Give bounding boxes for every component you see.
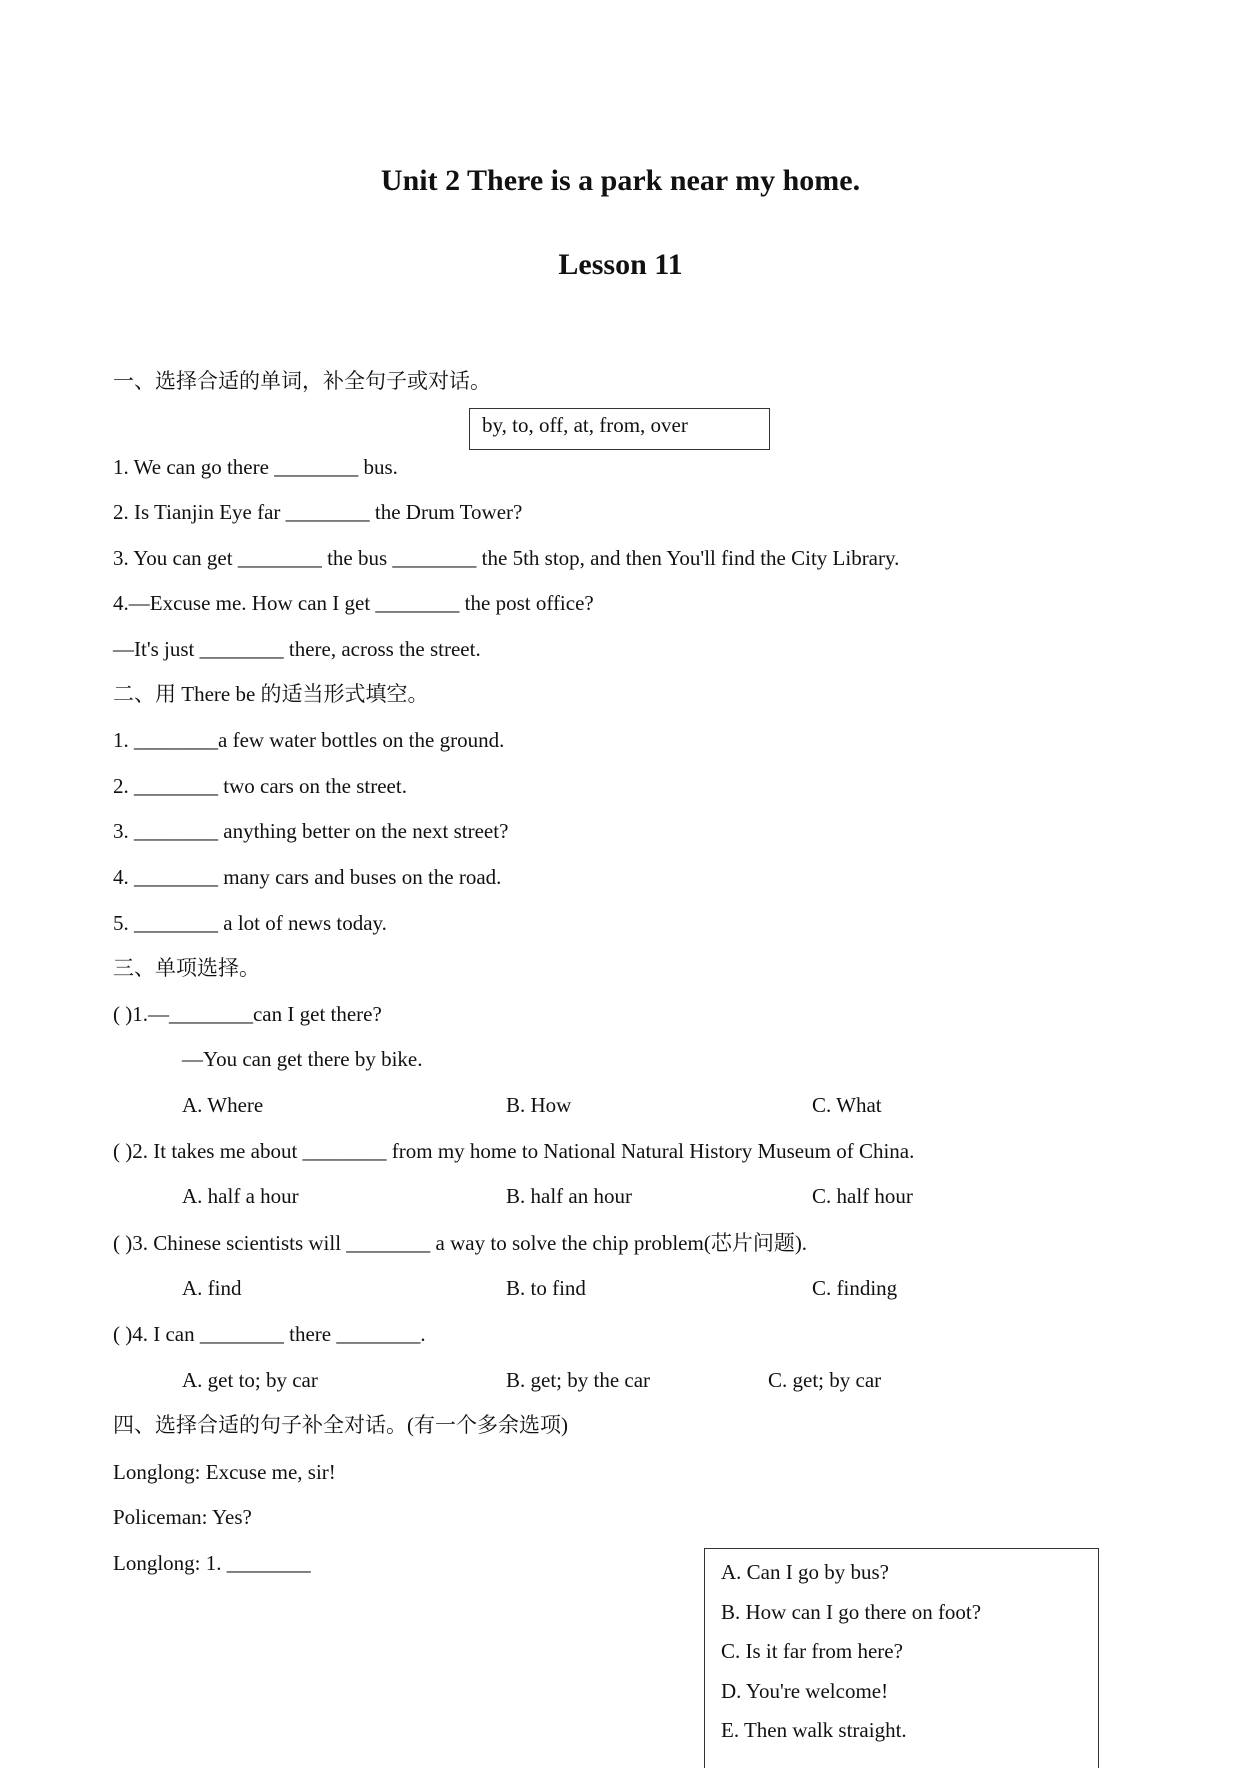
q4-option-b: B. get; by the car (506, 1368, 651, 1392)
q2-stem: ( )2. It takes me about ________ from my home to National Natural History Museum of China. (113, 1139, 915, 1163)
section2-item: 3. ________ anything better on the next street? (113, 819, 509, 843)
section1-item: 2. Is Tianjin Eye far ________ the Drum Tower? (113, 500, 523, 524)
word-box-text: by, to, off, at, from, over (482, 413, 688, 437)
q4-option-a: A. get to; by car (182, 1368, 318, 1392)
section3-heading: 三、单项选择。 (113, 956, 260, 980)
section1-item: 1. We can go there ________ bus. (113, 455, 398, 479)
q3-stem: ( )3. Chinese scientists will ________ a way to solve the chip problem(芯片问题). (113, 1231, 808, 1255)
option-item: E. Then walk straight. (721, 1718, 907, 1742)
section2-item: 5. ________ a lot of news today. (113, 911, 387, 935)
lesson-title: Lesson 11 (558, 248, 683, 281)
q4-stem: ( )4. I can ________ there ________. (113, 1322, 426, 1346)
section2-item: 4. ________ many cars and buses on the road. (113, 865, 502, 889)
q1-option-c: C. What (812, 1093, 882, 1117)
q2-option-c: C. half hour (812, 1184, 913, 1208)
section1-heading: 一、选择合适的单词，补全句子或对话。 (113, 369, 491, 393)
options-box (704, 1548, 1099, 1768)
option-item: C. Is it far from here? (721, 1639, 903, 1663)
word-box (469, 408, 770, 450)
q1-option-b: B. How (506, 1093, 572, 1117)
page-title: Unit 2 There is a park near my home. (380, 164, 861, 197)
q1-option-a: A. Where (182, 1093, 264, 1117)
q4-option-c: C. get; by car (768, 1368, 882, 1392)
q1-stem-answer: —You can get there by bike. (182, 1047, 423, 1071)
q1-stem: ( )1.—________can I get there? (113, 1002, 382, 1026)
section1-item: —It's just ________ there, across the street. (113, 637, 481, 661)
option-item: A. Can I go by bus? (721, 1560, 889, 1584)
section2-item: 1. ________a few water bottles on the ground. (113, 728, 505, 752)
q3-option-a: A. find (182, 1276, 242, 1300)
section2-heading: 二、用 There be 的适当形式填空。 (113, 682, 429, 706)
q2-option-a: A. half a hour (182, 1184, 299, 1208)
option-item: D. You're welcome! (721, 1679, 889, 1703)
section4-heading: 四、选择合适的句子补全对话。(有一个多余选项) (113, 1413, 568, 1437)
section1-item: 3. You can get ________ the bus ________ the 5th stop, and then You'll find the City Library. (113, 546, 900, 570)
q3-option-b: B. to find (506, 1276, 586, 1300)
section1-item: 4.—Excuse me. How can I get ________ the post office? (113, 591, 594, 615)
q3-option-c: C. finding (812, 1276, 898, 1300)
q2-option-b: B. half an hour (506, 1184, 632, 1208)
dialogue-line: Longlong: Excuse me, sir! (113, 1460, 336, 1484)
option-item: B. How can I go there on foot? (721, 1600, 982, 1624)
dialogue-line: Longlong: 1. ________ (113, 1551, 311, 1575)
dialogue-line: Policeman: Yes? (113, 1505, 252, 1529)
section2-item: 2. ________ two cars on the street. (113, 774, 407, 798)
